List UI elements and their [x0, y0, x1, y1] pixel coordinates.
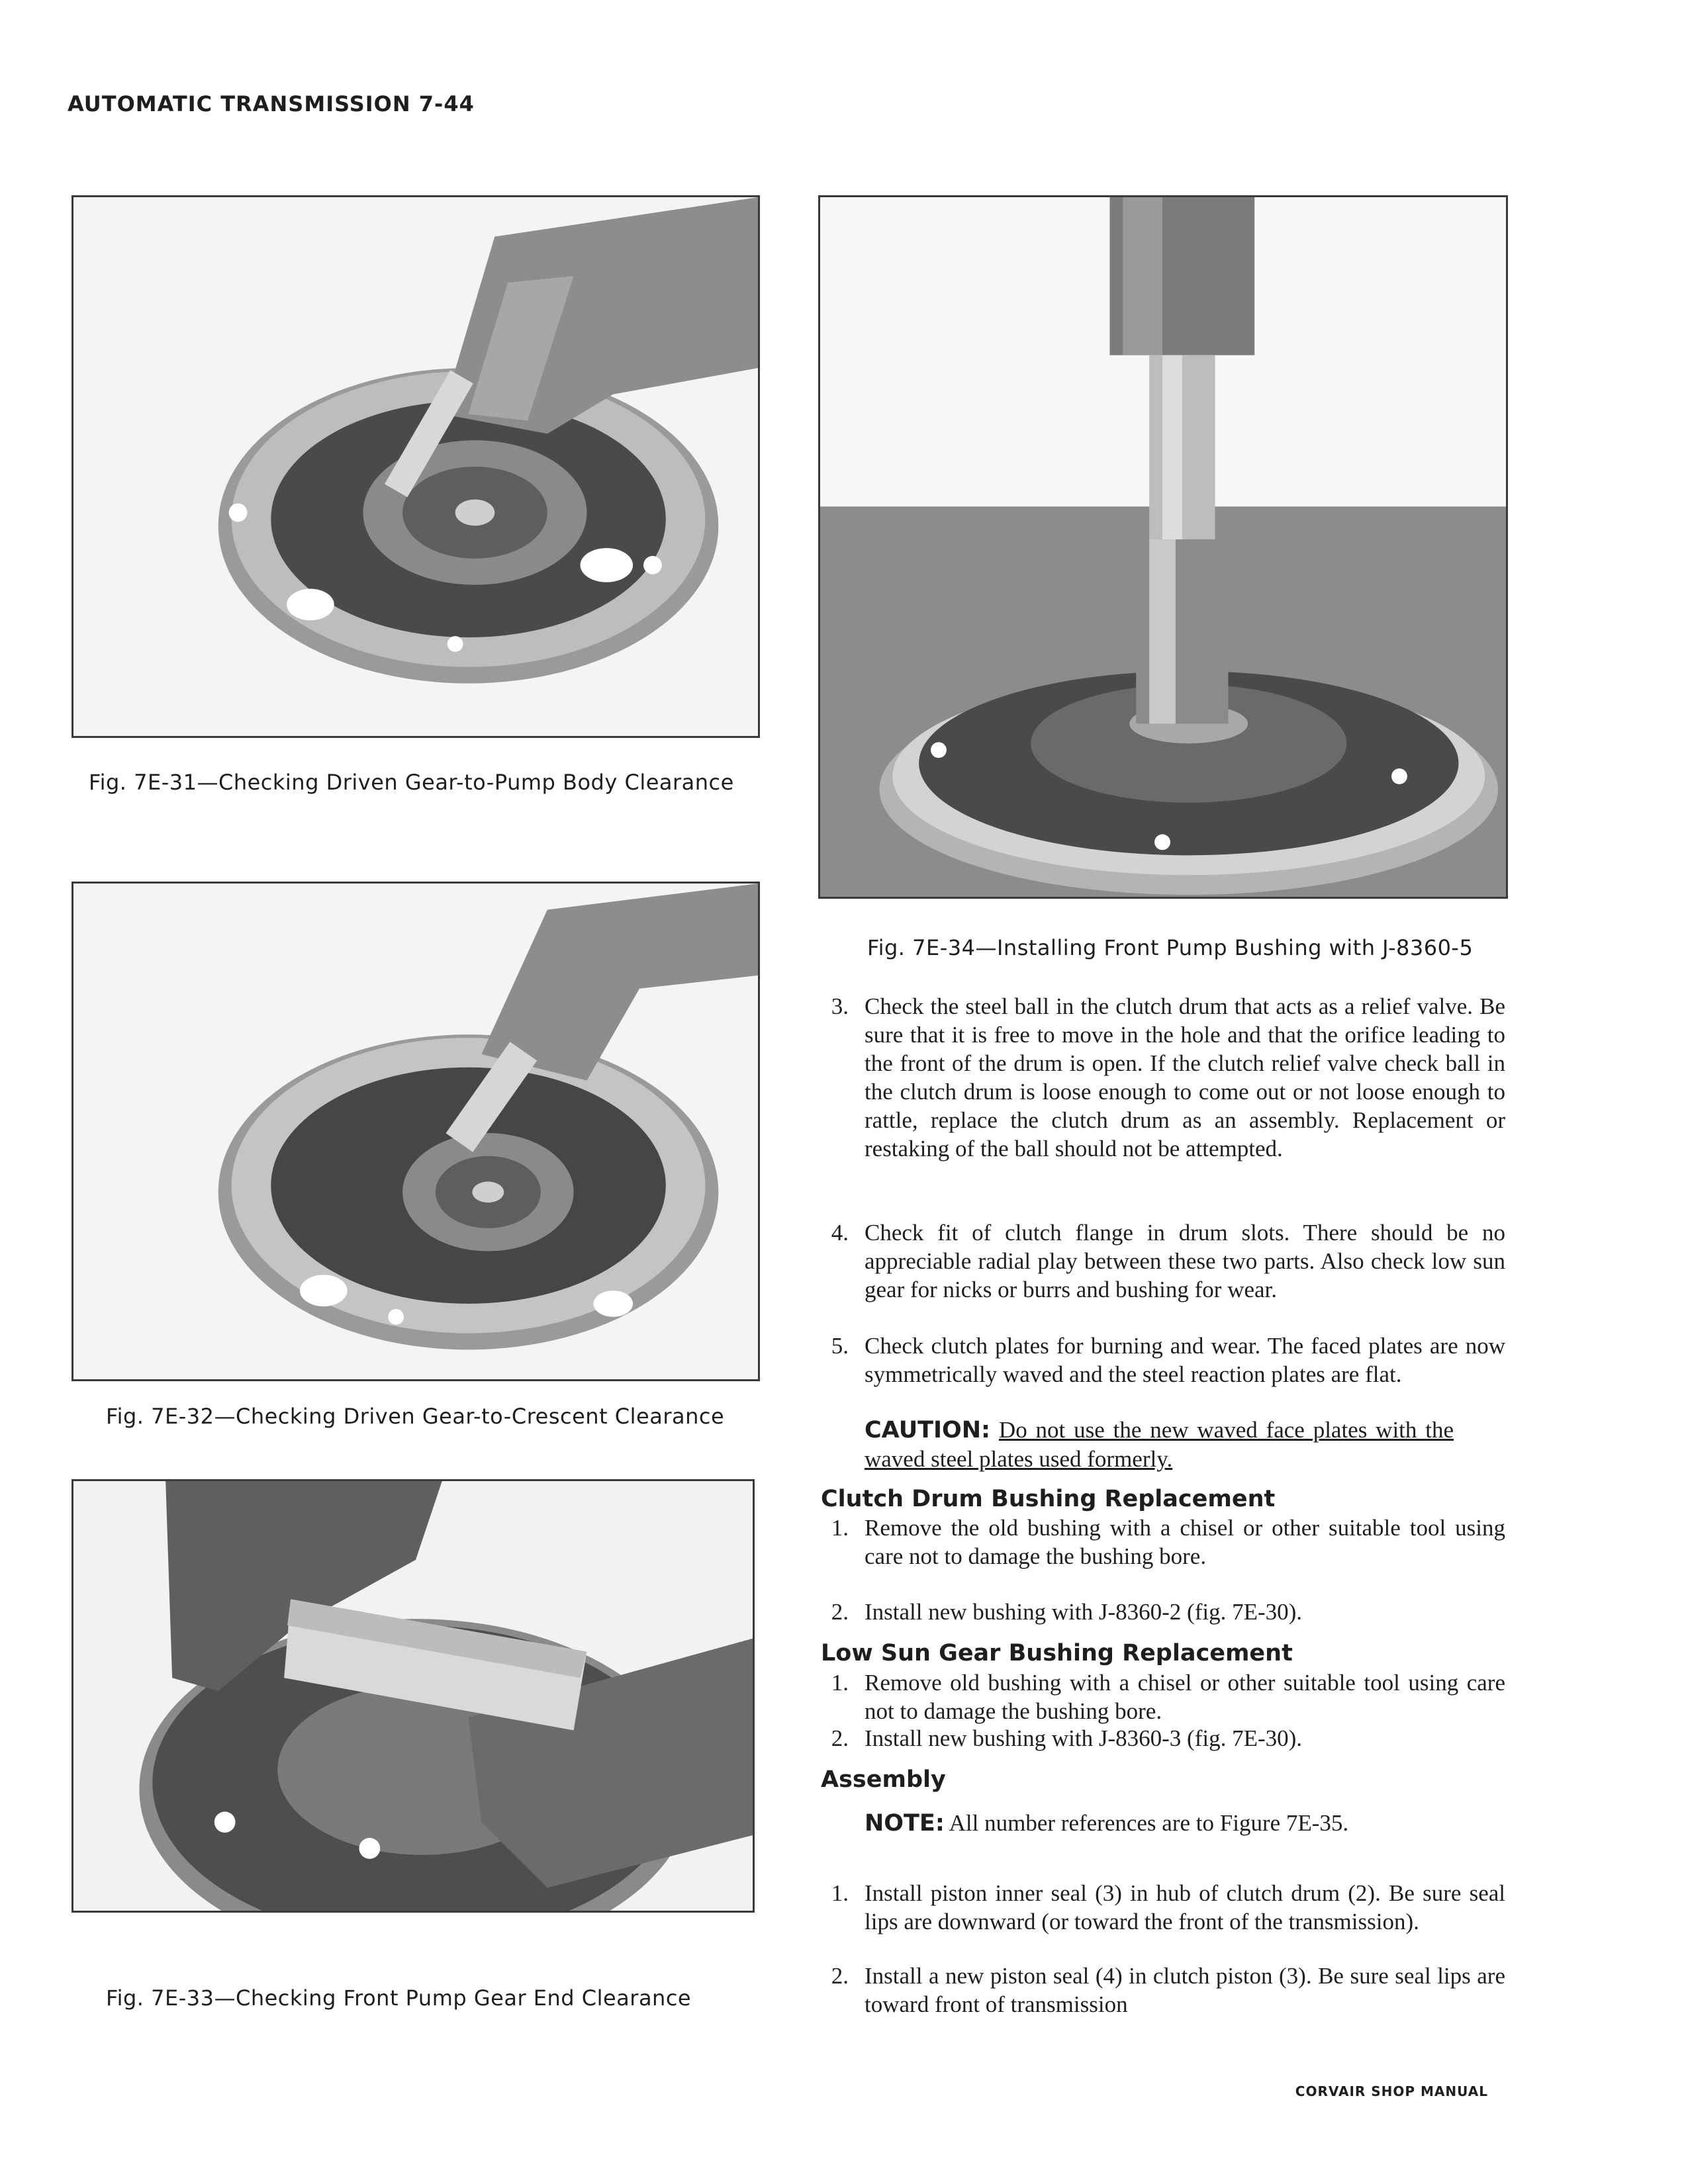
figure-7e-31-caption: Fig. 7E-31—Checking Driven Gear-to-Pump Body Clearance: [89, 770, 734, 795]
step-number: 2.: [831, 1725, 849, 1751]
figure-7e-34-caption: Fig. 7E-34—Installing Front Pump Bushing with J-8360-5: [867, 935, 1474, 960]
page-header: AUTOMATIC TRANSMISSION 7-44: [68, 91, 475, 116]
page-footer: CORVAIR SHOP MANUAL: [1295, 2083, 1488, 2099]
figure-7e-31-photo: [71, 195, 760, 738]
note-text: All number references are to Figure 7E-35.: [949, 1810, 1349, 1836]
step-number: 5.: [831, 1333, 849, 1359]
step-number: 3.: [831, 993, 849, 1019]
step-text: Install new bushing with J-8360-2 (fig. 7E-30).: [865, 1599, 1303, 1625]
caution-label: CAUTION:: [865, 1417, 991, 1443]
figure-7e-32-photo: [71, 882, 760, 1381]
step-text: Install piston inner seal (3) in hub of clutch drum (2). Be sure seal lips are downward (or toward the front of the transmission).: [865, 1880, 1505, 1934]
step-text: Check clutch plates for burning and wear. The faced plates are now symmetrically waved and the steel reaction plates are flat.: [865, 1333, 1505, 1387]
caution-note: [865, 1416, 1454, 1473]
step-text: Remove old bushing with a chisel or other suitable tool using care not to damage the bushing bore.: [865, 1670, 1505, 1724]
step-number: 1.: [831, 1515, 849, 1541]
clutch-drum-heading: Clutch Drum Bushing Replacement: [821, 1486, 1276, 1512]
figure-7e-33-caption: Fig. 7E-33—Checking Front Pump Gear End Clearance: [106, 1985, 692, 2011]
low-sun-gear-heading: Low Sun Gear Bushing Replacement: [821, 1640, 1293, 1666]
figure-7e-34-photo: [818, 195, 1508, 899]
step-number: 1.: [831, 1880, 849, 1906]
assembly-note: [865, 1809, 1454, 1838]
assembly-heading: Assembly: [821, 1766, 946, 1793]
figure-7e-32-caption: Fig. 7E-32—Checking Driven Gear-to-Crescent Clearance: [106, 1404, 725, 1429]
step-text: Install new bushing with J-8360-3 (fig. 7E-30).: [865, 1725, 1303, 1751]
note-label: NOTE:: [865, 1810, 945, 1837]
figure-7e-33-photo: [71, 1479, 755, 1913]
step-number: 2.: [831, 1963, 849, 1989]
step-text: Install a new piston seal (4) in clutch piston (3). Be sure seal lips are toward front of transmission: [865, 1963, 1505, 2017]
step-text: Check the steel ball in the clutch drum that acts as a relief valve. Be sure that it is free to move in the hole and that the orifice leading to the front of the drum is open. If the clutch relief valve check ball in the clutch drum is loose enough to come out or not loose enough to rattle, replace the clutch drum as an assembly. Replacement or restaking of the ball should not be attempted.: [865, 993, 1505, 1161]
step-number: 2.: [831, 1599, 849, 1625]
step-text: Check fit of clutch flange in drum slots. There should be no appreciable radial play between these two parts. Also check low sun gear for nicks or burrs and bushing for wear.: [865, 1220, 1505, 1302]
list-item: [822, 992, 1505, 1161]
step-text: Remove the old bushing with a chisel or other suitable tool using care not to damage the bushing bore.: [865, 1515, 1505, 1569]
step-number: 1.: [831, 1670, 849, 1696]
caution-text: Do not use the new waved face plates with the waved steel plates used formerly.: [865, 1417, 1454, 1472]
step-number: 4.: [831, 1220, 849, 1246]
